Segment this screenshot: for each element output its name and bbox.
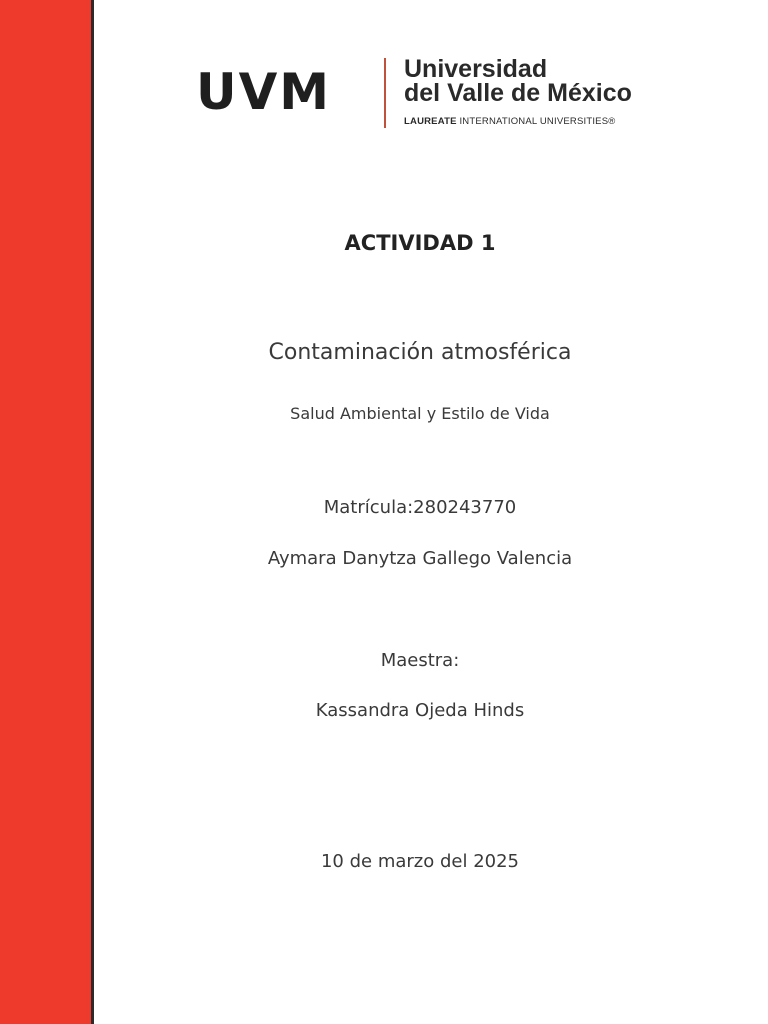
logo-name-line2: del Valle de México xyxy=(404,79,632,107)
subject-heading: Contaminación atmosférica xyxy=(268,340,572,365)
uvm-logo xyxy=(196,56,636,132)
student-name: Aymara Danytza Gallego Valencia xyxy=(267,548,573,569)
teacher-name: Kassandra Ojeda Hinds xyxy=(315,700,525,721)
submission-date: 10 de marzo del 2025 xyxy=(320,851,520,872)
teacher-label: Maestra: xyxy=(380,650,460,671)
student-id: Matrícula:280243770 xyxy=(323,497,517,518)
document-title: ACTIVIDAD 1 xyxy=(344,231,496,255)
logo-subtitle xyxy=(404,116,615,127)
logo-name-line1: Universidad xyxy=(404,55,548,83)
logo-mark: UVM xyxy=(196,63,332,121)
red-side-band xyxy=(0,0,94,1024)
course-name: Salud Ambiental y Estilo de Vida xyxy=(290,404,550,423)
logo-divider xyxy=(384,58,386,128)
logo-sub-rest: INTERNATIONAL UNIVERSITIES® xyxy=(456,116,616,127)
logo-sub-bold: LAUREATE xyxy=(404,116,457,127)
